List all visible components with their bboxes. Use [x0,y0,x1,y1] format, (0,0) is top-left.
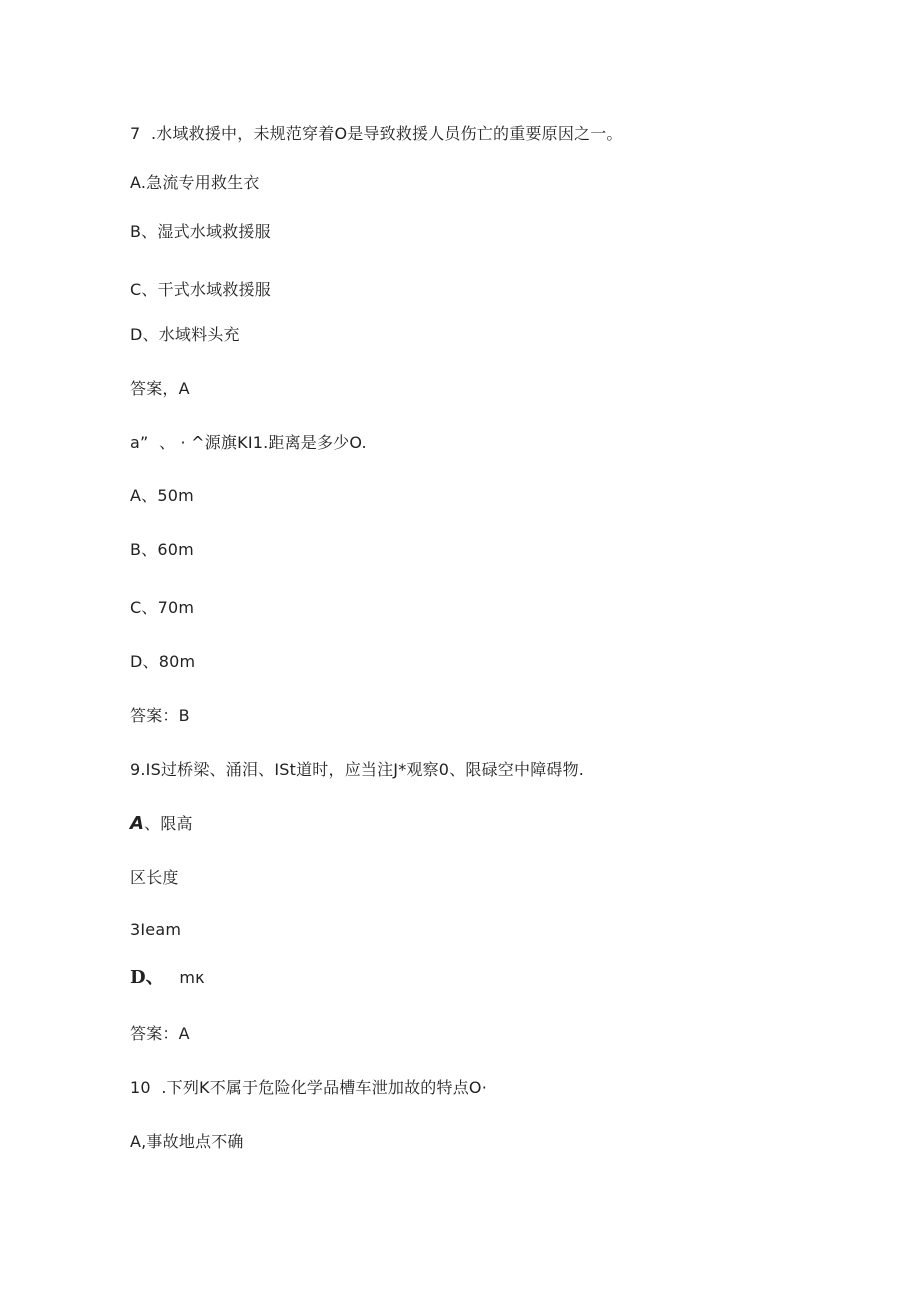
q9-option-d-text: mκ [179,968,205,987]
q8-option-b: B、60m [130,540,194,559]
q8-option-c: C、70m [130,598,195,617]
q8-question: a” 、 · ^源旗KI1.距离是多少O. [130,433,367,452]
q9-option-a-text: 、限高 [144,814,193,833]
q9-option-d [130,968,205,988]
q9-option-d-letter: D、 [130,967,165,988]
q8-option-d: D、80m [130,652,196,671]
q7-option-a: A.急流专用救生衣 [130,173,260,192]
q7-option-b: B、湿式水域救援服 [130,222,271,241]
q9-option-a [130,814,193,834]
q7-question: 7 .水域救援中，未规范穿着O是导致救援人员伤亡的重要原因之一。 [130,124,623,143]
q9-question: 9.IS过桥梁、涌泪、ISt道时，应当注J*观察0、限碌空中障碍物. [130,760,585,779]
q7-answer: 答案，A [130,379,190,398]
q10-question: 10 .下列K不属于危险化学品槽车泄加故的特点O· [130,1078,487,1097]
q10-option-a: A,事故地点不确 [130,1132,244,1151]
q7-option-c: C、干式水域救援服 [130,280,271,299]
q8-answer: 答案：B [130,706,190,725]
q9-option-a-letter: A [130,813,145,834]
q9-option-b: 区长度 [130,868,179,887]
q9-answer: 答案：A [130,1024,190,1043]
q8-option-a: A、50m [130,486,194,505]
q9-option-c: 3Ieam [130,920,182,939]
q7-option-d: D、水域料头充 [130,325,240,344]
